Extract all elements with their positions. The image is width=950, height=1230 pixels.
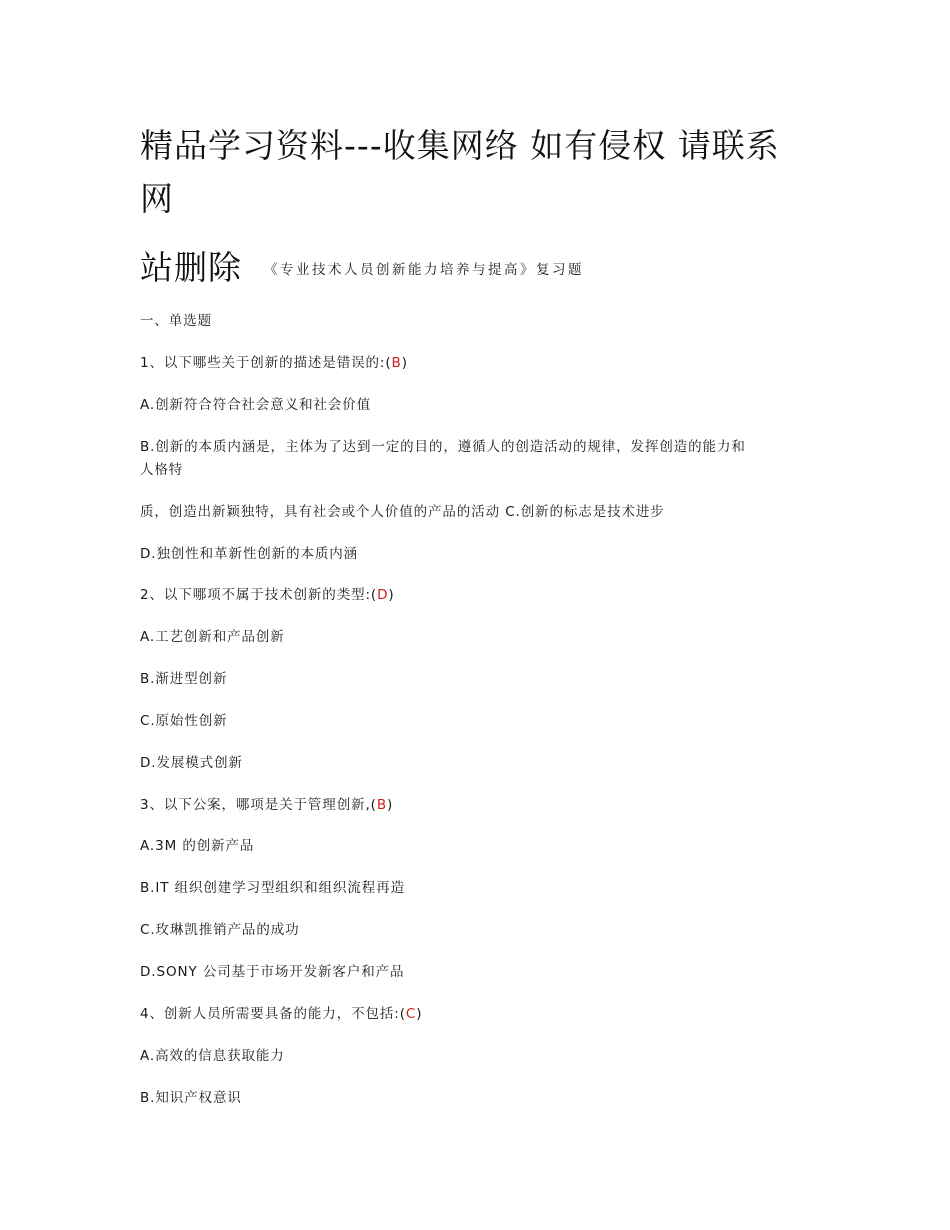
- q1-option-b-line-3: 质，创造出新颖独特，具有社会或个人价值的产品的活动 C.创新的标志是技术进步: [140, 504, 665, 520]
- question-3-close: ): [387, 797, 394, 813]
- q3-option-b: B.IT 组织创建学习型组织和组织流程再造: [140, 880, 405, 896]
- question-4-stem: 4、创新人员所需要具备的能力，不包括:(: [140, 1006, 406, 1022]
- question-1-close: ): [401, 355, 408, 371]
- question-4-answer: C: [405, 1006, 417, 1022]
- section-title: 一、单选题: [140, 313, 212, 329]
- question-2-stem: 2、以下哪项不属于技术创新的类型:(: [140, 587, 378, 603]
- q1-option-b-line-1: B.创新的本质内涵是，主体为了达到一定的目的，遵循人的创造活动的规律，发挥创造的能力和: [140, 439, 746, 455]
- q2-option-b: B.渐进型创新: [140, 671, 228, 687]
- q4-option-a: A.高效的信息获取能力: [140, 1048, 285, 1064]
- q2-option-c: C.原始性创新: [140, 713, 228, 729]
- q2-option-d: D.发展模式创新: [140, 755, 243, 771]
- header-line-1: 精品学习资料---收集网络 如有侵权 请联系: [140, 126, 780, 165]
- document-subtitle: 《专业技术人员创新能力培养与提高》复习题: [264, 262, 584, 278]
- header-line-3-text: 站删除: [140, 248, 242, 287]
- question-2-answer: D: [377, 587, 389, 603]
- question-2: [140, 585, 395, 605]
- q1-option-d: D.独创性和革新性创新的本质内涵: [140, 546, 359, 562]
- q1-option-b-line-2: 人格特: [140, 462, 184, 478]
- question-3-answer: B: [376, 797, 388, 813]
- question-4-close: ): [416, 1006, 423, 1022]
- question-3: [140, 795, 393, 815]
- q3-option-d: D.SONY 公司基于市场开发新客户和产品: [140, 964, 405, 980]
- header-line-3: [140, 248, 584, 290]
- question-1-stem: 1、以下哪些关于创新的描述是错误的:(: [140, 355, 392, 371]
- q4-option-b: B.知识产权意识: [140, 1090, 242, 1106]
- question-2-close: ): [388, 587, 395, 603]
- question-1: [140, 353, 408, 373]
- q2-option-a: A.工艺创新和产品创新: [140, 629, 285, 645]
- question-4: [140, 1004, 422, 1024]
- q3-option-c: C.玫琳凯推销产品的成功: [140, 922, 300, 938]
- q1-option-a: A.创新符合符合社会意义和社会价值: [140, 397, 372, 413]
- q3-option-a: A.3M 的创新产品: [140, 838, 255, 854]
- question-1-answer: B: [391, 355, 402, 371]
- header-line-2: 网: [140, 179, 174, 218]
- question-3-stem: 3、以下公案，哪项是关于管理创新,(: [140, 797, 377, 813]
